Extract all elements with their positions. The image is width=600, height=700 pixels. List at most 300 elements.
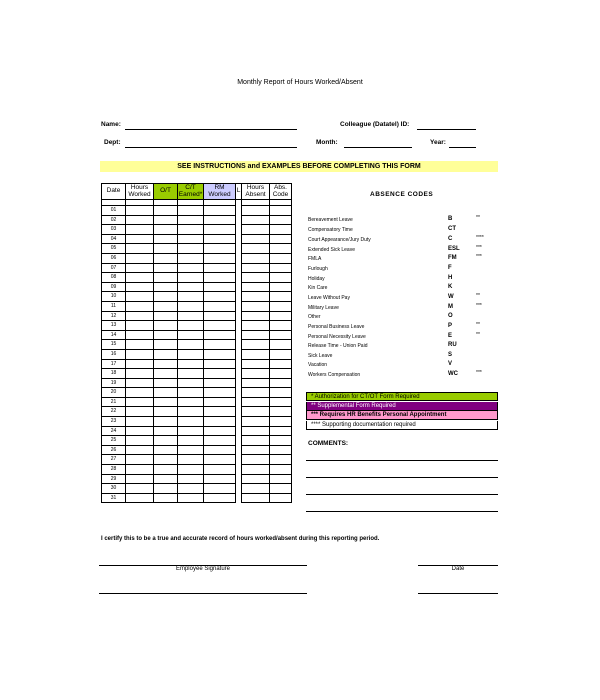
- comment-line[interactable]: [306, 477, 498, 478]
- legend-item: ** Supplemental Form Required: [306, 402, 498, 411]
- entry-cell[interactable]: [242, 455, 270, 465]
- entry-cell[interactable]: [126, 426, 154, 436]
- header-ct-earned: C/T Earned*: [178, 184, 203, 198]
- entry-cell[interactable]: [126, 349, 154, 359]
- entry-cell[interactable]: [126, 369, 154, 379]
- absence-code-value: B: [448, 216, 453, 222]
- table-row: [102, 340, 292, 350]
- entry-cell[interactable]: [204, 215, 236, 225]
- entry-cell[interactable]: [126, 340, 154, 350]
- entry-cell[interactable]: [178, 493, 204, 503]
- entry-cell[interactable]: [178, 369, 204, 379]
- entry-cell[interactable]: [126, 359, 154, 369]
- entry-cell[interactable]: [204, 340, 236, 350]
- entry-cell[interactable]: [178, 282, 204, 292]
- entry-cell[interactable]: [126, 321, 154, 331]
- day-cell: 20: [102, 388, 126, 398]
- entry-cell[interactable]: [126, 397, 154, 407]
- entry-cell[interactable]: [242, 359, 270, 369]
- entry-cell[interactable]: [270, 282, 292, 292]
- entry-cell[interactable]: [270, 301, 292, 311]
- entry-cell[interactable]: [178, 397, 204, 407]
- entry-cell[interactable]: [204, 369, 236, 379]
- entry-cell[interactable]: [126, 292, 154, 302]
- day-cell: 18: [102, 369, 126, 379]
- day-cell: 16: [102, 349, 126, 359]
- entry-cell[interactable]: [270, 244, 292, 254]
- entry-cell[interactable]: [178, 417, 204, 427]
- entry-cell[interactable]: [178, 465, 204, 475]
- entry-cell[interactable]: [270, 493, 292, 503]
- absence-code-mark: **: [476, 322, 480, 328]
- entry-cell[interactable]: [154, 455, 178, 465]
- entry-cell[interactable]: [154, 407, 178, 417]
- entry-cell[interactable]: [204, 330, 236, 340]
- entry-cell[interactable]: [178, 436, 204, 446]
- table-row: [102, 455, 292, 465]
- table-row: [102, 330, 292, 340]
- entry-cell[interactable]: [154, 436, 178, 446]
- absence-code-value: V: [448, 361, 453, 367]
- day-cell: 27: [102, 455, 126, 465]
- comment-line[interactable]: [306, 460, 498, 461]
- entry-cell[interactable]: [154, 388, 178, 398]
- entry-cell[interactable]: [270, 206, 292, 216]
- dept-label: Dept:: [104, 139, 121, 146]
- entry-cell[interactable]: [204, 234, 236, 244]
- absence-code-mark: **: [476, 293, 480, 299]
- day-cell: 10: [102, 292, 126, 302]
- absence-code-name: Release Time - Union Paid: [308, 343, 368, 349]
- absence-code-value: WC: [448, 371, 458, 377]
- entry-cell[interactable]: [126, 474, 154, 484]
- entry-cell[interactable]: [178, 215, 204, 225]
- entry-cell[interactable]: [154, 445, 178, 455]
- entry-cell[interactable]: [154, 292, 178, 302]
- absence-code-mark: ***: [476, 303, 482, 309]
- entry-cell[interactable]: [178, 311, 204, 321]
- entry-cell[interactable]: [126, 234, 154, 244]
- entry-cell[interactable]: [154, 369, 178, 379]
- hours-grid: [101, 183, 292, 503]
- entry-cell[interactable]: [242, 474, 270, 484]
- entry-cell[interactable]: [126, 253, 154, 263]
- entry-cell[interactable]: [204, 359, 236, 369]
- header-hours-worked: Hours Worked: [126, 184, 154, 200]
- absence-code-value: H: [448, 275, 453, 281]
- absence-code-name: Bereavement Leave: [308, 217, 353, 223]
- absence-code-value: K: [448, 284, 453, 290]
- header-abs-code: Abs. Code: [270, 184, 292, 200]
- entry-cell[interactable]: [126, 330, 154, 340]
- entry-cell[interactable]: [242, 215, 270, 225]
- entry-cell[interactable]: [270, 234, 292, 244]
- header-rm-worked: RM Worked: [204, 184, 236, 200]
- entry-cell[interactable]: [178, 474, 204, 484]
- entry-cell[interactable]: [154, 253, 178, 263]
- absence-code-value: S: [448, 352, 453, 358]
- entry-cell[interactable]: [178, 273, 204, 283]
- entry-cell[interactable]: [242, 493, 270, 503]
- entry-cell[interactable]: [178, 321, 204, 331]
- table-row: [102, 282, 292, 292]
- day-cell: 22: [102, 407, 126, 417]
- entry-cell[interactable]: [242, 311, 270, 321]
- entry-cell[interactable]: [204, 349, 236, 359]
- table-row: [102, 301, 292, 311]
- table-row: [102, 349, 292, 359]
- absence-code-name: Personal Business Leave: [308, 324, 365, 330]
- entry-cell[interactable]: [126, 301, 154, 311]
- entry-cell[interactable]: [242, 301, 270, 311]
- entry-cell[interactable]: [270, 321, 292, 331]
- entry-cell[interactable]: [154, 359, 178, 369]
- day-cell: 19: [102, 378, 126, 388]
- entry-cell[interactable]: [270, 388, 292, 398]
- absence-code-value: RU: [448, 342, 457, 348]
- comment-line[interactable]: [306, 494, 498, 495]
- entry-cell[interactable]: [270, 273, 292, 283]
- absence-code-value: O: [448, 313, 453, 319]
- entry-cell[interactable]: [242, 397, 270, 407]
- entry-cell[interactable]: [270, 484, 292, 494]
- table-row: [102, 493, 292, 503]
- certification-text: I certify this to be a true and accurate record of hours worked/absent during this reporting period.: [101, 536, 380, 542]
- dept-field[interactable]: [125, 147, 297, 148]
- absence-code-name: Kin Care: [308, 285, 328, 291]
- absence-code-value: E: [448, 333, 453, 339]
- entry-cell[interactable]: [270, 474, 292, 484]
- entry-cell[interactable]: [270, 253, 292, 263]
- entry-cell[interactable]: [270, 407, 292, 417]
- day-cell: 05: [102, 244, 126, 254]
- day-cell: 07: [102, 263, 126, 273]
- day-cell: 11: [102, 301, 126, 311]
- day-cell: 01: [102, 206, 126, 216]
- day-cell: 17: [102, 359, 126, 369]
- entry-cell[interactable]: [204, 388, 236, 398]
- entry-cell[interactable]: [242, 253, 270, 263]
- comments-label: COMMENTS:: [308, 440, 349, 447]
- name-label: Name:: [101, 121, 121, 128]
- entry-cell[interactable]: [204, 292, 236, 302]
- entry-cell[interactable]: [242, 292, 270, 302]
- entry-cell[interactable]: [204, 426, 236, 436]
- entry-cell[interactable]: [178, 388, 204, 398]
- entry-cell[interactable]: [178, 407, 204, 417]
- absence-code-value: M: [448, 304, 453, 310]
- entry-cell[interactable]: [270, 426, 292, 436]
- day-cell: 31: [102, 493, 126, 503]
- entry-cell[interactable]: [154, 282, 178, 292]
- day-cell: 21: [102, 397, 126, 407]
- day-cell: 29: [102, 474, 126, 484]
- entry-cell[interactable]: [242, 378, 270, 388]
- entry-cell[interactable]: [204, 273, 236, 283]
- entry-cell[interactable]: [270, 369, 292, 379]
- entry-cell[interactable]: [242, 484, 270, 494]
- entry-cell[interactable]: [178, 426, 204, 436]
- entry-cell[interactable]: [242, 340, 270, 350]
- entry-cell[interactable]: [270, 378, 292, 388]
- entry-cell[interactable]: [204, 465, 236, 475]
- employee-signature-label: Employee Signature: [175, 566, 231, 572]
- table-row: [102, 445, 292, 455]
- colleague-id-label: Colleague (Datatel) ID:: [340, 121, 410, 128]
- table-row: [102, 253, 292, 263]
- entry-cell[interactable]: [242, 273, 270, 283]
- entry-cell[interactable]: [242, 465, 270, 475]
- day-cell: 30: [102, 484, 126, 494]
- entry-cell[interactable]: [178, 301, 204, 311]
- entry-cell[interactable]: [204, 378, 236, 388]
- entry-cell[interactable]: [242, 234, 270, 244]
- entry-cell[interactable]: [126, 388, 154, 398]
- entry-cell[interactable]: [178, 234, 204, 244]
- entry-cell[interactable]: [242, 263, 270, 273]
- absence-code-name: Extended Sick Leave: [308, 247, 355, 253]
- table-row: [102, 407, 292, 417]
- entry-cell[interactable]: [178, 484, 204, 494]
- entry-cell[interactable]: [154, 321, 178, 331]
- day-cell: 03: [102, 225, 126, 235]
- entry-cell[interactable]: [204, 493, 236, 503]
- entry-cell[interactable]: [270, 465, 292, 475]
- entry-cell[interactable]: [242, 407, 270, 417]
- entry-cell[interactable]: [242, 225, 270, 235]
- entry-cell[interactable]: [270, 359, 292, 369]
- entry-cell[interactable]: [154, 349, 178, 359]
- entry-cell[interactable]: [126, 282, 154, 292]
- entry-cell[interactable]: [178, 359, 204, 369]
- table-row: [102, 474, 292, 484]
- entry-cell[interactable]: [204, 455, 236, 465]
- table-row: [102, 311, 292, 321]
- entry-cell[interactable]: [242, 282, 270, 292]
- entry-cell[interactable]: [242, 369, 270, 379]
- entry-cell[interactable]: [204, 445, 236, 455]
- page-title: Monthly Report of Hours Worked/Absent: [237, 79, 363, 86]
- table-row: [102, 397, 292, 407]
- day-cell: 06: [102, 253, 126, 263]
- entry-cell[interactable]: [126, 378, 154, 388]
- entry-cell[interactable]: [204, 206, 236, 216]
- absence-code-name: Workers Compensation: [308, 372, 361, 378]
- entry-cell[interactable]: [154, 426, 178, 436]
- entry-cell[interactable]: [178, 340, 204, 350]
- entry-cell[interactable]: [126, 417, 154, 427]
- entry-cell[interactable]: [178, 206, 204, 216]
- table-row: [102, 225, 292, 235]
- entry-cell[interactable]: [126, 455, 154, 465]
- employee-date-label: Date: [451, 566, 465, 572]
- entry-cell[interactable]: [270, 225, 292, 235]
- header-hours-absent: Hours Absent: [242, 184, 270, 200]
- entry-cell[interactable]: [270, 436, 292, 446]
- day-cell: 13: [102, 321, 126, 331]
- header-date: Date: [102, 184, 126, 200]
- entry-cell[interactable]: [126, 225, 154, 235]
- header-ot: O/T: [154, 184, 178, 200]
- name-field[interactable]: [125, 129, 297, 130]
- table-row: [102, 206, 292, 216]
- absence-code-value: W: [448, 294, 454, 300]
- entry-cell[interactable]: [204, 282, 236, 292]
- entry-cell[interactable]: [126, 445, 154, 455]
- entry-cell[interactable]: [270, 215, 292, 225]
- entry-cell[interactable]: [204, 301, 236, 311]
- entry-cell[interactable]: [242, 417, 270, 427]
- entry-cell[interactable]: [154, 417, 178, 427]
- entry-cell[interactable]: [178, 244, 204, 254]
- entry-cell[interactable]: [204, 407, 236, 417]
- entry-cell[interactable]: [270, 311, 292, 321]
- comment-line[interactable]: [306, 511, 498, 512]
- entry-cell[interactable]: [270, 455, 292, 465]
- table-row: [102, 484, 292, 494]
- absence-code-mark: **: [476, 215, 480, 221]
- entry-cell[interactable]: [154, 474, 178, 484]
- entry-cell[interactable]: [270, 340, 292, 350]
- entry-cell[interactable]: [242, 388, 270, 398]
- supervisor-date-line[interactable]: [418, 593, 498, 594]
- entry-cell[interactable]: [154, 273, 178, 283]
- entry-cell[interactable]: [178, 330, 204, 340]
- table-row: [102, 215, 292, 225]
- entry-cell[interactable]: [126, 484, 154, 494]
- entry-cell[interactable]: [204, 417, 236, 427]
- entry-cell[interactable]: [126, 407, 154, 417]
- entry-cell[interactable]: [154, 493, 178, 503]
- table-row: [102, 292, 292, 302]
- day-cell: 28: [102, 465, 126, 475]
- entry-cell[interactable]: [154, 465, 178, 475]
- entry-cell[interactable]: [204, 436, 236, 446]
- absence-code-mark: **: [476, 332, 480, 338]
- entry-cell[interactable]: [126, 273, 154, 283]
- entry-cell[interactable]: [204, 311, 236, 321]
- entry-cell[interactable]: [204, 321, 236, 331]
- entry-cell[interactable]: [126, 244, 154, 254]
- entry-cell[interactable]: [270, 292, 292, 302]
- table-row: [102, 244, 292, 254]
- day-cell: 14: [102, 330, 126, 340]
- entry-cell[interactable]: [270, 349, 292, 359]
- absence-code-name: Holiday: [308, 276, 325, 282]
- table-row: [102, 417, 292, 427]
- day-cell: 25: [102, 436, 126, 446]
- entry-cell[interactable]: [204, 397, 236, 407]
- entry-cell[interactable]: [154, 378, 178, 388]
- day-cell: 15: [102, 340, 126, 350]
- absence-code-value: F: [448, 265, 452, 271]
- entry-cell[interactable]: [126, 465, 154, 475]
- entry-cell[interactable]: [178, 378, 204, 388]
- day-cell: 12: [102, 311, 126, 321]
- entry-cell[interactable]: [154, 330, 178, 340]
- entry-cell[interactable]: [178, 263, 204, 273]
- entry-cell[interactable]: [178, 445, 204, 455]
- table-row: [102, 388, 292, 398]
- month-field[interactable]: [344, 147, 412, 148]
- entry-cell[interactable]: [154, 484, 178, 494]
- table-row: [102, 263, 292, 273]
- entry-cell[interactable]: [154, 311, 178, 321]
- day-cell: 23: [102, 417, 126, 427]
- entry-cell[interactable]: [126, 493, 154, 503]
- supervisor-signature-line[interactable]: [99, 593, 307, 594]
- table-row: [102, 234, 292, 244]
- table-row: [102, 273, 292, 283]
- year-field[interactable]: [449, 147, 476, 148]
- entry-cell[interactable]: [270, 330, 292, 340]
- legend-item: *** Requires HR Benefits Personal Appointment: [306, 411, 498, 420]
- entry-cell[interactable]: [270, 397, 292, 407]
- table-row: [102, 426, 292, 436]
- entry-cell[interactable]: [242, 244, 270, 254]
- entry-cell[interactable]: [242, 330, 270, 340]
- entry-cell[interactable]: [154, 340, 178, 350]
- entry-cell[interactable]: [178, 455, 204, 465]
- absence-code-mark: ****: [476, 235, 484, 241]
- entry-cell[interactable]: [270, 417, 292, 427]
- entry-cell[interactable]: [154, 215, 178, 225]
- absence-code-name: Court Appearance/Jury Duty: [308, 237, 371, 243]
- entry-cell[interactable]: [242, 349, 270, 359]
- entry-cell[interactable]: [178, 225, 204, 235]
- entry-cell[interactable]: [178, 253, 204, 263]
- entry-cell[interactable]: [204, 484, 236, 494]
- entry-cell[interactable]: [242, 426, 270, 436]
- absence-code-name: Vacation: [308, 362, 328, 368]
- entry-cell[interactable]: [204, 244, 236, 254]
- absence-code-value: FM: [448, 255, 457, 261]
- entry-cell[interactable]: [242, 206, 270, 216]
- entry-cell[interactable]: [154, 234, 178, 244]
- entry-cell[interactable]: [204, 225, 236, 235]
- entry-cell[interactable]: [126, 311, 154, 321]
- absence-code-name: Furlough: [308, 266, 328, 272]
- entry-cell[interactable]: [242, 436, 270, 446]
- colleague-id-field[interactable]: [417, 129, 476, 130]
- entry-cell[interactable]: [242, 321, 270, 331]
- entry-cell[interactable]: [242, 445, 270, 455]
- absence-code-name: Sick Leave: [308, 353, 333, 359]
- entry-cell[interactable]: [154, 263, 178, 273]
- entry-cell[interactable]: [270, 445, 292, 455]
- year-label: Year:: [430, 139, 446, 146]
- entry-cell[interactable]: [154, 301, 178, 311]
- table-row: [102, 321, 292, 331]
- day-cell: 09: [102, 282, 126, 292]
- entry-cell[interactable]: [154, 397, 178, 407]
- entry-cell[interactable]: [204, 253, 236, 263]
- entry-cell[interactable]: [154, 206, 178, 216]
- entry-cell[interactable]: [154, 225, 178, 235]
- entry-cell[interactable]: [154, 244, 178, 254]
- entry-cell[interactable]: [204, 263, 236, 273]
- entry-cell[interactable]: [178, 292, 204, 302]
- entry-cell[interactable]: [204, 474, 236, 484]
- entry-cell[interactable]: [126, 206, 154, 216]
- legend-item: **** Supporting documentation required: [306, 421, 498, 430]
- entry-cell[interactable]: [126, 436, 154, 446]
- day-cell: 26: [102, 445, 126, 455]
- entry-cell[interactable]: [270, 263, 292, 273]
- entry-cell[interactable]: [126, 215, 154, 225]
- entry-cell[interactable]: [178, 349, 204, 359]
- entry-cell[interactable]: [126, 263, 154, 273]
